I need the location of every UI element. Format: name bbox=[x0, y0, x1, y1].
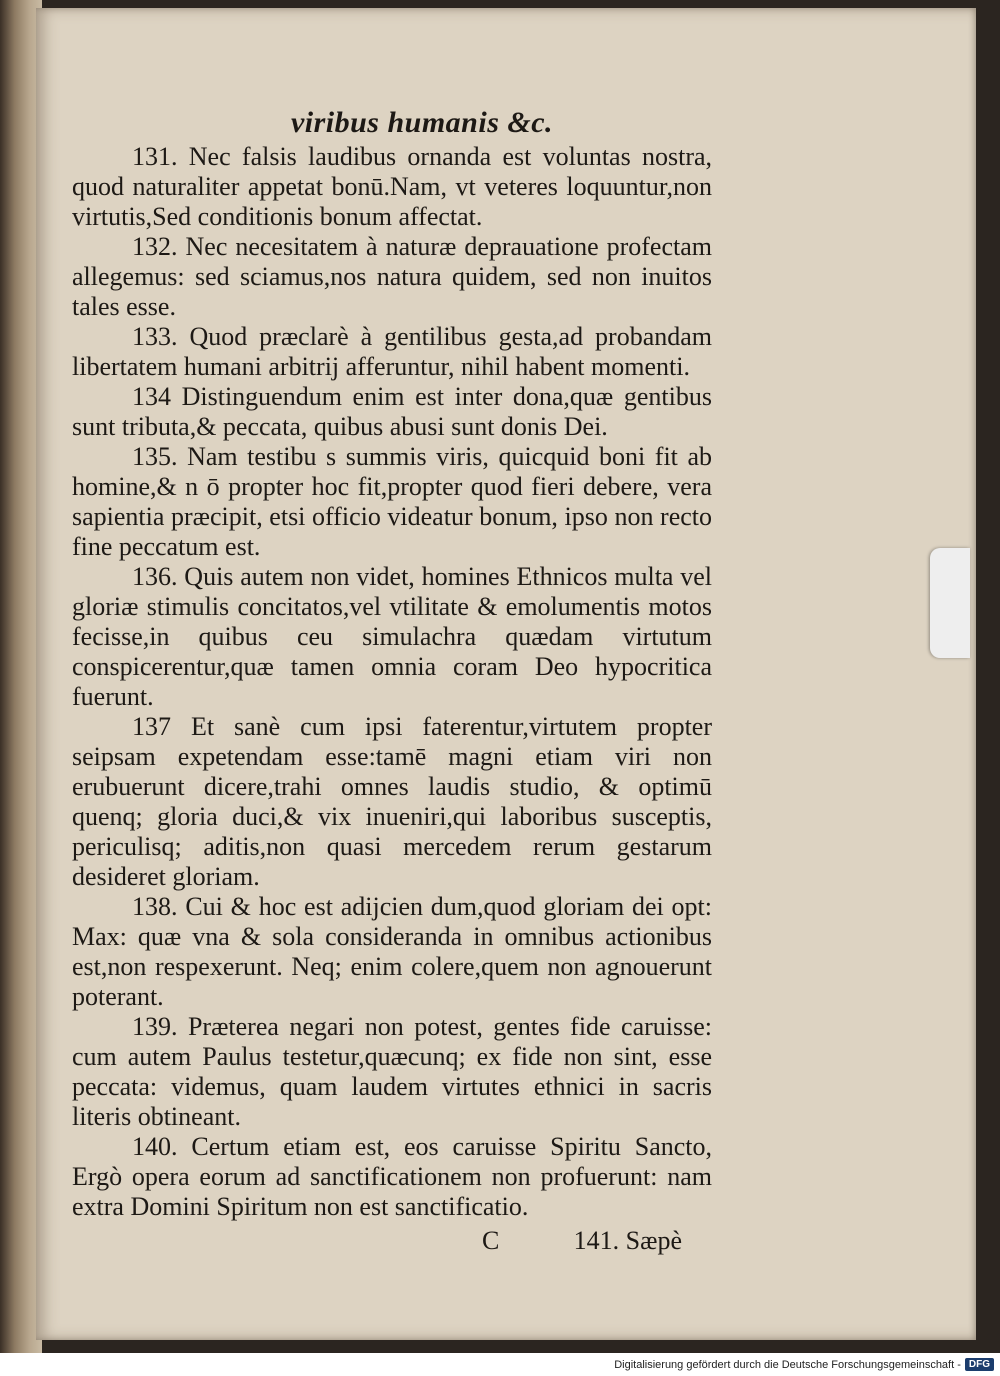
thesis-paragraph bbox=[72, 232, 712, 322]
catchword: 141. Sæpè bbox=[573, 1226, 682, 1255]
thesis-number: 135. bbox=[132, 442, 178, 471]
thesis-number: 134 bbox=[132, 382, 171, 411]
thesis-number: 131. bbox=[132, 142, 178, 171]
signature-mark: C bbox=[482, 1226, 500, 1255]
thesis-text: Distinguendum enim est inter dona,quæ gentibus sunt tributa,& peccata, quibus abusi sunt donis Dei. bbox=[72, 382, 712, 441]
thesis-paragraph bbox=[72, 382, 712, 442]
page-foot bbox=[72, 1226, 712, 1256]
thesis-paragraph bbox=[72, 322, 712, 382]
thesis-number: 140. bbox=[132, 1132, 178, 1161]
running-head: viribus humanis &c. bbox=[290, 106, 554, 139]
thesis-paragraph bbox=[72, 1012, 712, 1132]
thesis-paragraph bbox=[72, 442, 712, 562]
thesis-number: 138. bbox=[132, 892, 178, 921]
thesis-text: Nec necesitatem à naturæ deprauatione profectam allegemus: sed sciamus,nos natura quidem, sed non inuitos tales esse. bbox=[72, 232, 712, 321]
page-text bbox=[72, 106, 712, 1256]
thesis-paragraph bbox=[72, 562, 712, 712]
thesis-text: Quis autem non videt, homines Ethnicos multa vel gloriæ stimulis concitatos,vel vtilitate & emolumentis motos fecisse,in quibus ceu simulachra quædam virtutum conspicerentur,quæ tamen omnia coram Deo hypocritica fuerunt. bbox=[72, 562, 713, 711]
thesis-paragraph bbox=[72, 1132, 712, 1222]
thesis-paragraph bbox=[72, 892, 712, 1012]
thesis-paragraph bbox=[72, 712, 712, 892]
footer-text: Digitalisierung gefördert durch die Deutsche Forschungsgemeinschaft - bbox=[614, 1358, 961, 1371]
thesis-text: Certum etiam est, eos caruisse Spiritu Sancto, Ergò opera eorum ad sanctificationem non profuerunt: nam extra Domini Spiritum non est sanctificatio. bbox=[72, 1132, 713, 1221]
thesis-number: 137 bbox=[132, 712, 171, 741]
thesis-text: Præterea negari non potest, gentes fide caruisse: cum autem Paulus testetur,quæcunq; ex fide non sint, esse peccata: videmus, quam laudem virtutes ethnici in sacris literis obtineant. bbox=[72, 1012, 712, 1131]
digitization-footer bbox=[0, 1353, 1000, 1376]
thesis-text: Et sanè cum ipsi faterentur,virtutem propter seipsam expetendam esse:tamē magni etiam viri non erubuerunt dicere,trahi omnes laudis studio, & optimū quenq; gloria duci,& vix inueniri,qui laboribus susceptis, periculisq; aditis,non quasi mercedem rerum gestarum desideret gloriam. bbox=[72, 712, 712, 891]
thesis-list bbox=[72, 142, 712, 1222]
thesis-text: Quod præclarè à gentilibus gesta,ad probandam libertatem humani arbitrij afferuntur, nihil habent momenti. bbox=[72, 322, 713, 381]
thesis-number: 139. bbox=[132, 1012, 178, 1041]
thesis-number: 132. bbox=[132, 232, 178, 261]
thesis-paragraph bbox=[72, 142, 712, 232]
thesis-number: 136. bbox=[132, 562, 178, 591]
dfg-logo-icon: DFG bbox=[965, 1358, 994, 1371]
thesis-number: 133. bbox=[132, 322, 178, 351]
thesis-text: Nec falsis laudibus ornanda est voluntas nostra, quod naturaliter appetat bonū.Nam, vt veteres loquuntur,non virtutis,Sed conditionis bonum affectat. bbox=[72, 142, 713, 231]
page-edge-tab bbox=[930, 548, 970, 658]
thesis-text: Cui & hoc est adijcien dum,quod gloriam dei opt: Max: quæ vna & sola consideranda in omnibus actionibus est,non respexerunt. Neq; enim colere,quem non agnouerunt poterant. bbox=[72, 892, 713, 1011]
thesis-text: Nam testibu s summis viris, quicquid boni fit ab homine,& n ō propter hoc fit,propter quod fieri debere, vera sapientia præcipit, etsi officio videatur bonum, ipso non recto fine peccatum est. bbox=[72, 442, 712, 561]
